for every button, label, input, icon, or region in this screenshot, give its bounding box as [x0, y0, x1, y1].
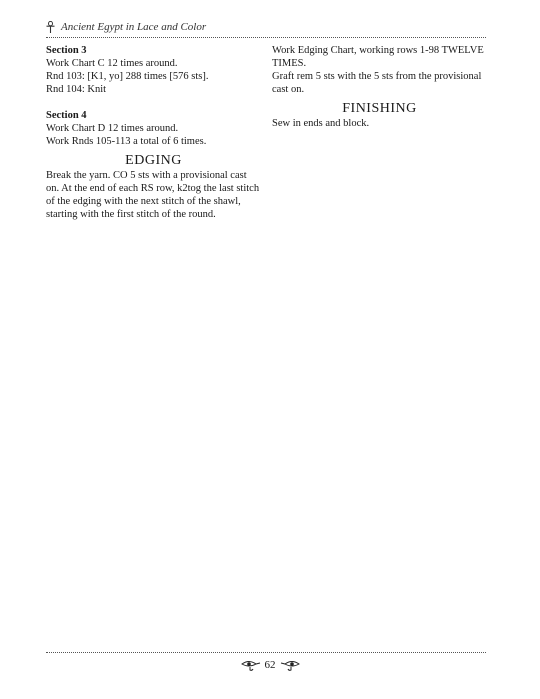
right-column [272, 44, 487, 130]
section-3 [46, 44, 261, 96]
section-4-heading: Section 4 [46, 110, 87, 121]
section-3-line: Rnd 104: Knit [46, 84, 107, 95]
eye-of-horus-left-icon [241, 659, 261, 671]
finishing-heading: FINISHING [342, 101, 417, 116]
edging-section [46, 154, 261, 221]
section-4-line: Work Rnds 105-113 a total of 6 times. [46, 136, 207, 147]
header-rule [46, 37, 486, 38]
header-title: Ancient Egypt in Lace and Color [61, 21, 207, 33]
section-3-line: Rnd 103: [K1, yo] 288 times [576 sts]. [46, 71, 209, 82]
edging-text: Break the yarn. CO 5 sts with a provisional cast on. At the end of each RS row, k2tog the last stitch of the edging with the next stitch of the shawl, starting with the first stitch of the round. [46, 170, 260, 220]
section-4 [46, 109, 261, 148]
section-3-line: Work Chart C 12 times around. [46, 58, 178, 69]
ankh-icon [46, 21, 55, 33]
section-3-heading: Section 3 [46, 45, 87, 56]
finishing-text: Sew in ends and block. [272, 118, 370, 129]
edging-chart-instruction: Work Edging Chart, working rows 1-98 TWELVE TIMES. [272, 45, 484, 69]
running-header [46, 17, 486, 37]
finishing-section [272, 102, 487, 130]
page-number: 62 [264, 659, 276, 671]
section-4-line: Work Chart D 12 times around. [46, 123, 179, 134]
page-footer [0, 656, 540, 674]
left-column [46, 44, 261, 221]
graft-instruction: Graft rem 5 sts with the 5 sts from the provisional cast on. [272, 71, 482, 95]
edging-heading: EDGING [125, 153, 182, 168]
footer-rule [46, 652, 486, 653]
eye-of-horus-right-icon [280, 659, 300, 671]
